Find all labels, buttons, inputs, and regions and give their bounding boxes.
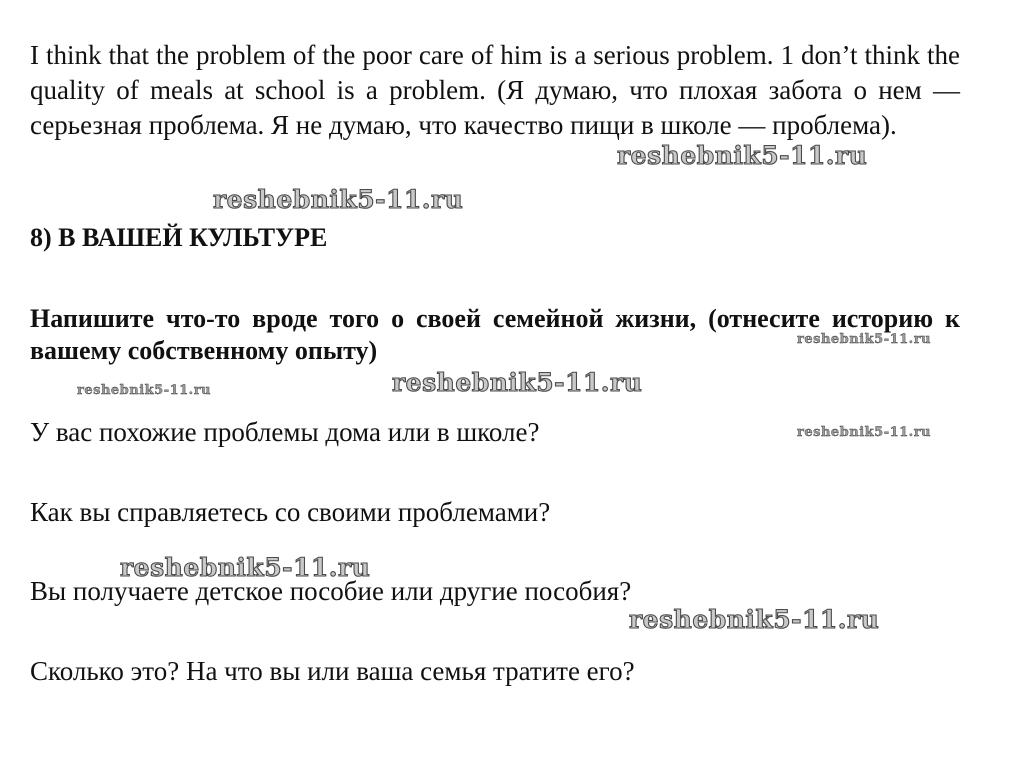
watermark: reshebnik5-11.ru xyxy=(77,383,212,398)
question-4: Сколько это? На что вы или ваша семья тратите его? xyxy=(30,656,635,686)
question-3: Вы получаете детское пособие или другие пособия? xyxy=(30,576,632,606)
intro-paragraph: I think that the problem of the poor care of him is a serious problem. 1 don’t think the quality of meals at school is a problem. (Я думаю, что плохая забота о нем — серьезная проблема. Я не думаю, что качество пищи в школе — проблема). xyxy=(30,40,960,140)
instruction-text: Напишите что-то вроде того о своей семейной жизни, (отнесите историю к вашему собственному опыту) xyxy=(30,304,960,365)
watermark: reshebnik5-11.ru xyxy=(213,185,464,214)
section-heading: 8) В ВАШЕЙ КУЛЬТУРЕ xyxy=(30,223,328,252)
watermark: reshebnik5-11.ru xyxy=(797,425,932,440)
watermark: reshebnik5-11.ru xyxy=(797,332,932,347)
watermark: reshebnik5-11.ru xyxy=(617,141,868,170)
watermark: reshebnik5-11.ru xyxy=(629,605,880,634)
watermark: reshebnik5-11.ru xyxy=(120,553,371,582)
question-2: Как вы справляетесь со своими проблемами? xyxy=(30,497,551,527)
question-1: У вас похожие проблемы дома или в школе? xyxy=(30,417,540,447)
watermark: reshebnik5-11.ru xyxy=(392,368,643,397)
